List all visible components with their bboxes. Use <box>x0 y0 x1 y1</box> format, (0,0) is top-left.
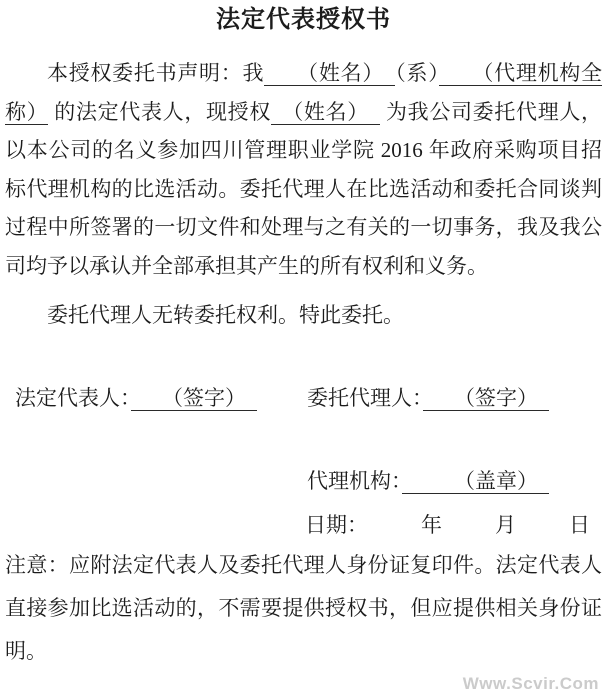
authorization-paragraph <box>5 54 602 285</box>
delegation-paragraph: 委托代理人无转委托权利。特此委托。 <box>47 303 404 327</box>
date-year-label: 年 <box>421 512 442 537</box>
fill-in-blank-name-1: （姓名） <box>264 61 396 85</box>
relation-text: （系） <box>395 61 440 85</box>
fill-in-blank-agency-name: （代理机构全称） <box>5 61 603 124</box>
declaration-text: 本授权委托书声明：我 <box>47 61 265 85</box>
agency-seal-group <box>307 462 602 501</box>
agency-seal-label: 代理机构： <box>307 469 402 493</box>
agent-signature-group <box>307 379 549 418</box>
agent-signature-label: 委托代理人： <box>307 385 423 410</box>
signature-row <box>15 379 602 418</box>
authorization-body-text: 为我公司委托代理人，以本公司的名义参加四川管理职业学院 2016 年政府采购项目招标代理机构的比选活动。委托代理人在比选活动和委托合同谈判过程中所签署的一切文件和处理与之有关的一切事务，我及我公司均予以承认并全部承担其产生的所有权利和义务。 <box>5 99 603 278</box>
fill-in-blank-name-2: （姓名） <box>271 99 381 124</box>
agency-seal-blank: （盖章） <box>401 469 549 493</box>
notice-paragraph: 注意：应附法定代表人及委托代理人身份证复印件。法定代表人直接参加比选活动的，不需要提供授权书，但应提供相关身份证明。 <box>5 553 602 663</box>
date-month-label: 月 <box>495 512 516 537</box>
legal-rep-signature-blank: （签字） <box>130 385 257 410</box>
legal-rep-signature-group <box>15 379 307 418</box>
legal-rep-text: 的法定代表人，现授权 <box>48 99 272 124</box>
date-day-label: 日 <box>569 512 590 537</box>
date-row <box>305 506 590 545</box>
legal-rep-signature-label: 法定代表人： <box>15 385 131 410</box>
date-label: 日期： <box>305 512 368 537</box>
watermark: Www.Scvir.Com <box>462 674 599 693</box>
agent-signature-blank: （签字） <box>422 385 549 410</box>
document-title: 法定代表授权书 <box>216 7 391 33</box>
